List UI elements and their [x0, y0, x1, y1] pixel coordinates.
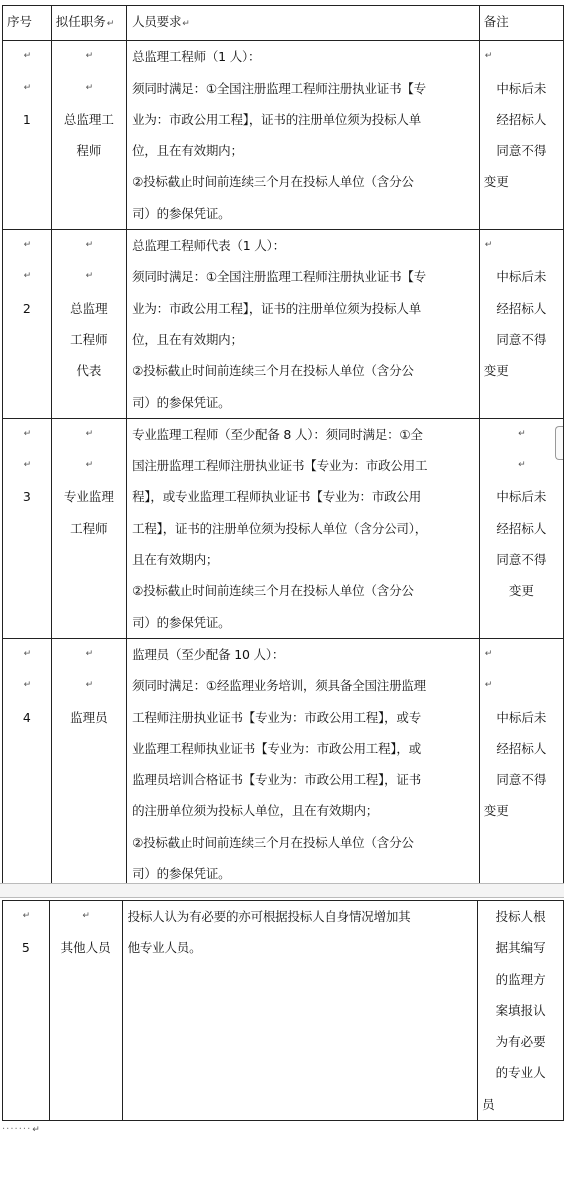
row-requirement-cell — [122, 901, 478, 1121]
row-no: 1 — [22, 111, 31, 127]
remark-line: 为有必要 — [495, 1034, 546, 1050]
requirement-line: 司）的参保凭证。 — [132, 394, 231, 410]
page-break-line — [0, 897, 564, 898]
remark-line: 变更 — [508, 583, 534, 599]
row-no-cell: ↵ ↵ 1 — [3, 41, 52, 230]
requirement-line: 的注册单位须为投标人单位，且在有效期内； — [132, 803, 379, 819]
header-requirement: 人员要求↵ — [127, 6, 480, 41]
requirement-line: 投标人认为有必要的亦可根据投标人自身情况增加其 — [127, 909, 411, 924]
remark-line: 变更 — [483, 174, 509, 190]
position-line: 监理员 — [70, 709, 108, 725]
requirement-line: ②投标截止时间前连续三个月在投标人单位（含分公 — [132, 583, 414, 599]
requirement-line: 业为：市政公用工程】，证书的注册单位须为投标人单 — [132, 111, 422, 127]
row-requirement-cell — [127, 418, 480, 638]
remark-line: 经招标人 — [496, 300, 547, 316]
remark-line: 同意不得 — [496, 143, 547, 159]
row-position-cell: ↵ 其他人员 — [49, 901, 122, 1121]
remark-line: 投标人根 — [495, 909, 546, 924]
requirement-line: ②投标截止时间前连续三个月在投标人单位（含分公 — [132, 834, 414, 850]
page-break-gap — [0, 884, 564, 897]
remark-line: 员 — [482, 1096, 495, 1112]
requirement-line: 工程师注册执业证书【专业为：市政公用工程】，或专 — [132, 709, 422, 725]
requirement-line: ②投标截止时间前连续三个月在投标人单位（含分公 — [132, 363, 414, 379]
table-header-row — [3, 6, 564, 41]
requirement-line: 业监理工程师执业证书【专业为：市政公用工程】，或 — [132, 740, 422, 756]
page-break-line — [0, 883, 564, 884]
table-row — [3, 418, 564, 638]
row-requirement-cell — [127, 638, 480, 889]
row-requirement-cell — [127, 230, 480, 419]
requirement-line: 监理员（至少配备 10 人）： — [132, 646, 285, 662]
position-line: 程师 — [76, 143, 102, 159]
requirement-line: 总监理工程师（1 人）： — [132, 49, 261, 65]
requirement-line: 总监理工程师代表（1 人）： — [132, 238, 285, 254]
requirement-line: 位，且在有效期内； — [132, 143, 243, 159]
position-line: 总监理工 — [63, 111, 114, 127]
row-position-cell: ↵ ↵ 监理员 — [51, 638, 126, 889]
remark-line: 中标后未 — [496, 489, 547, 505]
row-remark-cell — [478, 901, 564, 1121]
requirement-line: 须同时满足：①全国注册监理工程师注册执业证书【专 — [132, 269, 426, 285]
remark-line: 经招标人 — [496, 111, 547, 127]
row-no-cell: ↵ 5 — [3, 901, 50, 1121]
remark-line: 同意不得 — [496, 552, 547, 568]
header-position: 拟任职务↵ — [51, 6, 126, 41]
row-position-cell: ↵ ↵ 专业监理 工程师 — [51, 418, 126, 638]
row-no-cell: ↵ ↵ 2 — [3, 230, 52, 419]
position-line: 总监理 — [70, 300, 108, 316]
position-line: 专业监理 — [63, 489, 114, 505]
position-line: 其他人员 — [60, 940, 111, 956]
requirement-line: 监理员培训合格证书【专业为：市政公用工程】，证书 — [132, 772, 422, 788]
remark-line: 中标后未 — [496, 80, 547, 96]
requirement-line: 司）的参保凭证。 — [132, 614, 231, 630]
requirement-line: 司）的参保凭证。 — [132, 205, 231, 221]
remark-line: 中标后未 — [496, 269, 547, 285]
header-no: 序号 — [3, 6, 52, 41]
requirement-line: 且在有效期内； — [132, 552, 219, 568]
personnel-table-lower — [2, 900, 564, 1121]
table-row — [3, 638, 564, 889]
position-line: 工程师 — [70, 520, 108, 536]
position-line: 代表 — [76, 363, 102, 379]
table-row — [3, 230, 564, 419]
remark-line: 的专业人 — [495, 1065, 546, 1081]
remark-line: 同意不得 — [496, 331, 547, 347]
row-remark-cell: ↵ 中标后未 经招标人 同意不得 变更 — [479, 41, 563, 230]
remark-line: 中标后未 — [496, 709, 547, 725]
requirement-line: 他专业人员。 — [127, 940, 202, 956]
row-no: 2 — [22, 300, 31, 316]
requirement-line: 位，且在有效期内； — [132, 331, 243, 347]
requirement-line: 国注册监理工程师注册执业证书【专业为：市政公用工 — [132, 458, 428, 474]
requirement-line: ②投标截止时间前连续三个月在投标人单位（含分公 — [132, 174, 414, 190]
remark-line: 据其编写 — [495, 940, 546, 956]
row-position-cell: ↵ ↵ 总监理工 程师 — [51, 41, 126, 230]
requirement-line: 司）的参保凭证。 — [132, 866, 231, 882]
row-requirement-cell — [127, 41, 480, 230]
trailing-dots: ·······↵ — [2, 1124, 41, 1135]
remark-line: 经招标人 — [496, 740, 547, 756]
remark-line: 变更 — [483, 363, 509, 379]
header-remark: 备注 — [479, 6, 563, 41]
row-no: 3 — [22, 489, 31, 505]
row-remark-cell: ↵ 中标后未 经招标人 同意不得 变更 — [479, 230, 563, 419]
row-remark-cell: ↵ ↵ 中标后未 经招标人 同意不得 变更 — [479, 418, 563, 638]
row-position-cell: ↵ ↵ 总监理 工程师 代表 — [51, 230, 126, 419]
requirement-line: 须同时满足：①经监理业务培训，须具备全国注册监理 — [132, 678, 426, 694]
row-no-cell: ↵ ↵ 3 — [3, 418, 52, 638]
remark-line: 经招标人 — [496, 520, 547, 536]
row-no: 5 — [21, 940, 30, 956]
requirement-line: 专业监理工程师（至少配备 8 人）：须同时满足：①全 — [132, 426, 423, 442]
requirement-line: 业为：市政公用工程】，证书的注册单位须为投标人单 — [132, 300, 422, 316]
table-row — [3, 901, 564, 1121]
remark-line: 的监理方 — [495, 971, 546, 987]
remark-line: 变更 — [483, 803, 509, 819]
remark-line: 案填报认 — [495, 1002, 546, 1018]
requirement-line: 工程】，证书的注册单位须为投标人单位（含分公司）， — [132, 520, 428, 536]
personnel-table-upper — [2, 5, 564, 890]
row-no-cell: ↵ ↵ 4 — [3, 638, 52, 889]
row-remark-cell: ↵ ↵ 中标后未 经招标人 同意不得 变更 — [479, 638, 563, 889]
requirement-line: 须同时满足：①全国注册监理工程师注册执业证书【专 — [132, 80, 426, 96]
position-line: 工程师 — [70, 331, 108, 347]
table-row — [3, 41, 564, 230]
row-no: 4 — [22, 709, 31, 725]
remark-line: 同意不得 — [496, 772, 547, 788]
requirement-line: 程】，或专业监理工程师执业证书【专业为：市政公用 — [132, 489, 422, 505]
